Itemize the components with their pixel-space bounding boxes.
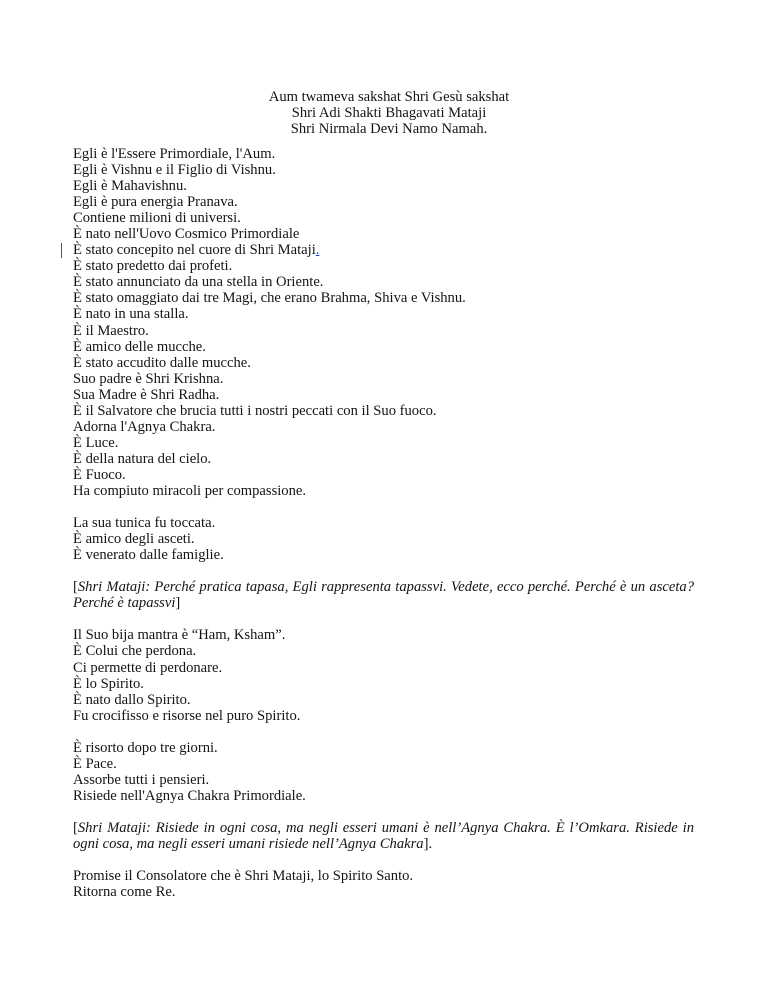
document-body (73, 146, 694, 900)
paragraph-gap (73, 563, 694, 579)
invocation-title (0, 89, 768, 137)
text-line: È nato nell'Uovo Cosmico Primordiale (73, 226, 300, 243)
paragraph-attributes-4 (73, 740, 694, 804)
text-line: È Fuoco. (73, 466, 126, 483)
text-line-content: È stato concepito nel cuore di Shri Mataji (73, 242, 316, 259)
text-line: È stato predetto dai profeti. (73, 258, 233, 275)
paragraph-gap (73, 852, 694, 868)
text-line: È della natura del cielo. (73, 450, 212, 467)
text-line: Adorna l'Agnya Chakra. (73, 418, 216, 435)
text-line: Suo padre è Shri Krishna. (73, 370, 224, 387)
text-line: È stato annunciato da una stella in Oriente. (73, 274, 324, 291)
paragraph-attributes-2 (73, 515, 694, 563)
shri-mataji-note-1 (73, 579, 694, 611)
paragraph-attributes-5 (73, 868, 694, 900)
text-line: È Colui che perdona. (73, 643, 197, 660)
tracked-insertion: . (315, 242, 320, 259)
change-bar (61, 243, 62, 258)
text-line: È amico degli asceti. (73, 531, 195, 548)
note-text: Shri Mataji: Risiede in ogni cosa, ma negli esseri umani è nell’Agnya Chakra. È l’Omkara. Risiede in ogni cosa, ma negli esseri umani risiede nell’Agnya Chakra (73, 819, 694, 853)
text-line: La sua tunica fu toccata. (73, 515, 216, 532)
paragraph-gap (73, 499, 694, 515)
text-line: Egli è pura energia Pranava. (73, 194, 238, 211)
text-line: Fu crocifisso e risorse nel puro Spirito. (73, 707, 301, 724)
text-line: È stato omaggiato dai tre Magi, che erano Brahma, Shiva e Vishnu. (73, 290, 466, 307)
text-line: È stato accudito dalle mucche. (73, 354, 251, 371)
text-line: Ha compiuto miracoli per compassione. (73, 482, 307, 499)
text-line: Sua Madre è Shri Radha. (73, 386, 220, 403)
title-line: Shri Nirmala Devi Namo Namah. (290, 121, 488, 138)
bracket-close: ]. (423, 836, 433, 853)
text-line: Promise il Consolatore che è Shri Mataji, lo Spirito Santo. (73, 868, 414, 885)
text-line: È venerato dalle famiglie. (73, 547, 224, 564)
text-line: È nato dallo Spirito. (73, 691, 191, 708)
text-line: È risorto dopo tre giorni. (73, 739, 218, 756)
text-line: È Pace. (73, 755, 117, 772)
text-line: È nato in una stalla. (73, 306, 189, 323)
text-line-tracked-change (73, 242, 694, 258)
text-line: Egli è Mahavishnu. (73, 178, 187, 195)
text-line: È Luce. (73, 434, 119, 451)
paragraph-attributes-1 (73, 146, 694, 499)
paragraph-gap (73, 804, 694, 820)
text-line: Ritorna come Re. (73, 884, 176, 901)
bracket-open: [ (73, 579, 78, 596)
text-line: Assorbe tutti i pensieri. (73, 771, 210, 788)
bracket-close: ] (175, 595, 181, 612)
text-line: È lo Spirito. (73, 675, 144, 692)
title-line: Aum twameva sakshat Shri Gesù sakshat (268, 89, 510, 105)
text-line: Il Suo bija mantra è “Ham, Ksham”. (73, 627, 286, 644)
title-line: Shri Adi Shakti Bhagavati Mataji (291, 105, 487, 122)
note-text: Shri Mataji: Perché pratica tapasa, Egli rappresenta tapassvi. Vedete, ecco perché. Perché è un asceta? Perché è tapassvi (73, 579, 694, 612)
text-line: È il Maestro. (73, 322, 149, 339)
text-line: È il Salvatore che brucia tutti i nostri peccati con il Suo fuoco. (73, 402, 437, 419)
text-line: Contiene milioni di universi. (73, 210, 241, 227)
text-line: Egli è l'Essere Primordiale, l'Aum. (73, 146, 276, 162)
text-line: Ci permette di perdonare. (73, 659, 223, 676)
text-line: È amico delle mucche. (73, 338, 206, 355)
paragraph-gap (73, 724, 694, 740)
bracket-open: [ (73, 819, 78, 836)
paragraph-attributes-3 (73, 627, 694, 723)
shri-mataji-note-2 (73, 820, 694, 852)
paragraph-gap (73, 611, 694, 627)
text-line: Risiede nell'Agnya Chakra Primordiale. (73, 787, 306, 804)
text-line: Egli è Vishnu e il Figlio di Vishnu. (73, 162, 276, 179)
